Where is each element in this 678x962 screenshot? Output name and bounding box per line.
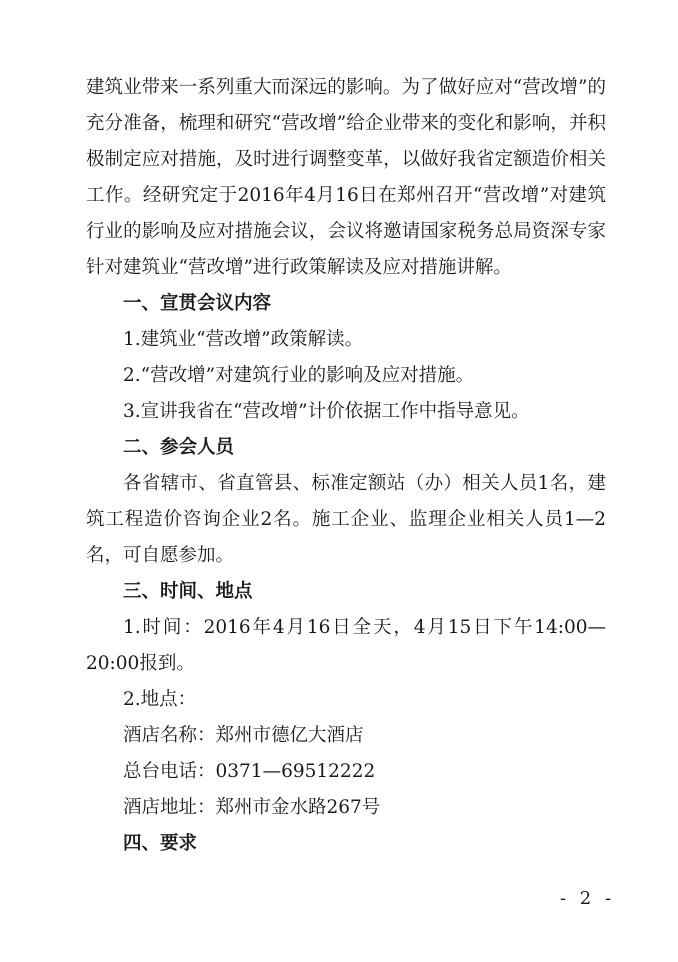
page-number: - 2 - — [560, 888, 616, 909]
section-heading-attendees: 二、参会人员 — [123, 437, 235, 458]
content-item-2: 2.“营改增”对建筑行业的影响及应对措施。 — [123, 365, 475, 386]
section-heading-time-place: 三、时间、地点 — [123, 581, 253, 602]
attendees-paragraph: 各省辖市、省直管县、标准定额站（办）相关人员1名，建筑工程造价咨询企业2名。施工企业、监理企业相关人员1—2名，可自愿参加。 — [86, 473, 606, 566]
place-label: 2.地点： — [123, 689, 197, 710]
intro-paragraph: 建筑业带来一系列重大而深远的影响。为了做好应对“营改增”的充分准备，梳理和研究“营改增”给企业带来的变化和影响，并积极制定应对措施，及时进行调整变革，以做好我省定额造价相关工作。经研究定于2016年4月16日在郑州召开“营改增”对建筑行业的影响及应对措施会议，会议将邀请国家税务总局资深专家针对建筑业“营改增”进行政策解读及应对措施讲解。 — [86, 77, 606, 278]
hotel-name: 酒店名称：郑州市德亿大酒店 — [123, 725, 364, 746]
section-heading-requirements: 四、要求 — [123, 833, 198, 854]
document-body — [86, 70, 606, 862]
hotel-address: 酒店地址：郑州市金水路267号 — [123, 797, 381, 818]
content-item-3: 3.宣讲我省在“营改增”计价依据工作中指导意见。 — [123, 401, 530, 422]
hotel-phone: 总台电话：0371—69512222 — [123, 761, 376, 782]
section-heading-content: 一、宣贯会议内容 — [123, 293, 272, 314]
time-paragraph: 1.时间：2016年4月16日全天，4月15日下午14:00—20:00报到。 — [86, 617, 606, 674]
content-item-1: 1.建筑业“营改增”政策解读。 — [123, 329, 364, 350]
